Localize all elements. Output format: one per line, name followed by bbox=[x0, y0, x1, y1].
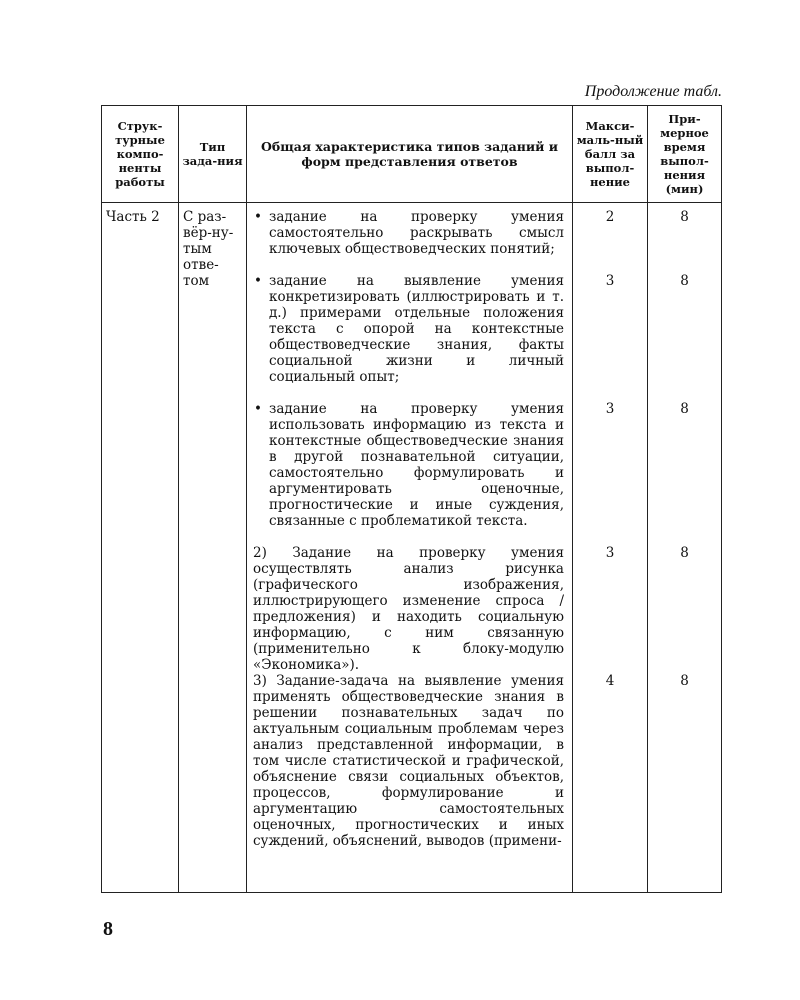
header-time: При-мерное время выпол-нения (мин) bbox=[648, 106, 722, 203]
table-continuation-caption: Продолжение табл. bbox=[584, 83, 722, 100]
time-value: 8 bbox=[680, 401, 689, 417]
score-value: 3 bbox=[605, 273, 615, 289]
header-general-characteristics: Общая характеристика типов заданий и форм представления ответов bbox=[247, 106, 573, 203]
list-item bbox=[253, 273, 564, 401]
list-item bbox=[253, 673, 564, 849]
time-value: 8 bbox=[680, 545, 689, 561]
header-task-type: Тип зада-ния bbox=[179, 106, 247, 203]
time-value: 8 bbox=[680, 209, 689, 225]
score-value: 4 bbox=[605, 673, 615, 689]
score-value: 3 bbox=[605, 545, 615, 561]
item-text: задание на проверку умения самостоятельно раскрывать смысл ключевых обществоведческих понятий; bbox=[269, 209, 564, 257]
bullet-icon: • bbox=[254, 401, 262, 417]
item-text: 3) Задание-задача на выявление умения применять обществоведческие знания в решении познавательных задач по актуальным социальным проблемам через анализ представленной информации, в том числе статистической и графической, объяснение связи социальных объектов, процессов, формулирование и аргументацию самостоятельных оценочных, прогностических и иных суждений, объяснений, выводов (примени- bbox=[253, 673, 564, 849]
item-text: 2) Задание на проверку умения осуществлять анализ рисунка (графического изображения, иллюстрирующего изменение спроса / предложения) и находить социальную информацию, с ним связанную (применительно к блоку-модулю «Экономика»). bbox=[253, 545, 564, 673]
bullet-icon: • bbox=[254, 273, 262, 289]
score-value: 3 bbox=[605, 401, 615, 417]
table-header-row bbox=[102, 106, 722, 203]
list-item bbox=[253, 545, 564, 673]
page-number: 8 bbox=[103, 918, 113, 940]
bullet-icon: • bbox=[254, 209, 262, 225]
item-text: задание на проверку умения использовать информацию из текста и контекстные обществоведческие знания в другой познавательной ситуации, самостоятельно формулировать и аргументировать оценочные, прогностические и иные суждения, связанные с проблематикой текста. bbox=[269, 401, 564, 529]
task-type-cell: С раз-вёр-ну-тым отве-том bbox=[179, 203, 247, 893]
time-value: 8 bbox=[680, 673, 689, 689]
score-value: 2 bbox=[605, 209, 615, 225]
time-value: 8 bbox=[680, 273, 689, 289]
time-cell bbox=[648, 203, 722, 893]
header-max-score: Макси-маль-ный балл за выпол-нение bbox=[573, 106, 648, 203]
list-item bbox=[253, 401, 564, 545]
exam-structure-table bbox=[101, 105, 722, 893]
list-item bbox=[253, 209, 564, 273]
table-row bbox=[102, 203, 722, 893]
score-cell bbox=[573, 203, 648, 893]
item-text: задание на выявление умения конкретизировать (иллюстрировать и т. д.) примерами отдельные положения текста с опорой на контекстные обществоведческие знания, факты социальной жизни и личный социальный опыт; bbox=[269, 273, 564, 385]
description-cell bbox=[247, 203, 573, 893]
part-cell: Часть 2 bbox=[102, 203, 179, 893]
header-structural-components: Струк-турные компо-ненты работы bbox=[102, 106, 179, 203]
